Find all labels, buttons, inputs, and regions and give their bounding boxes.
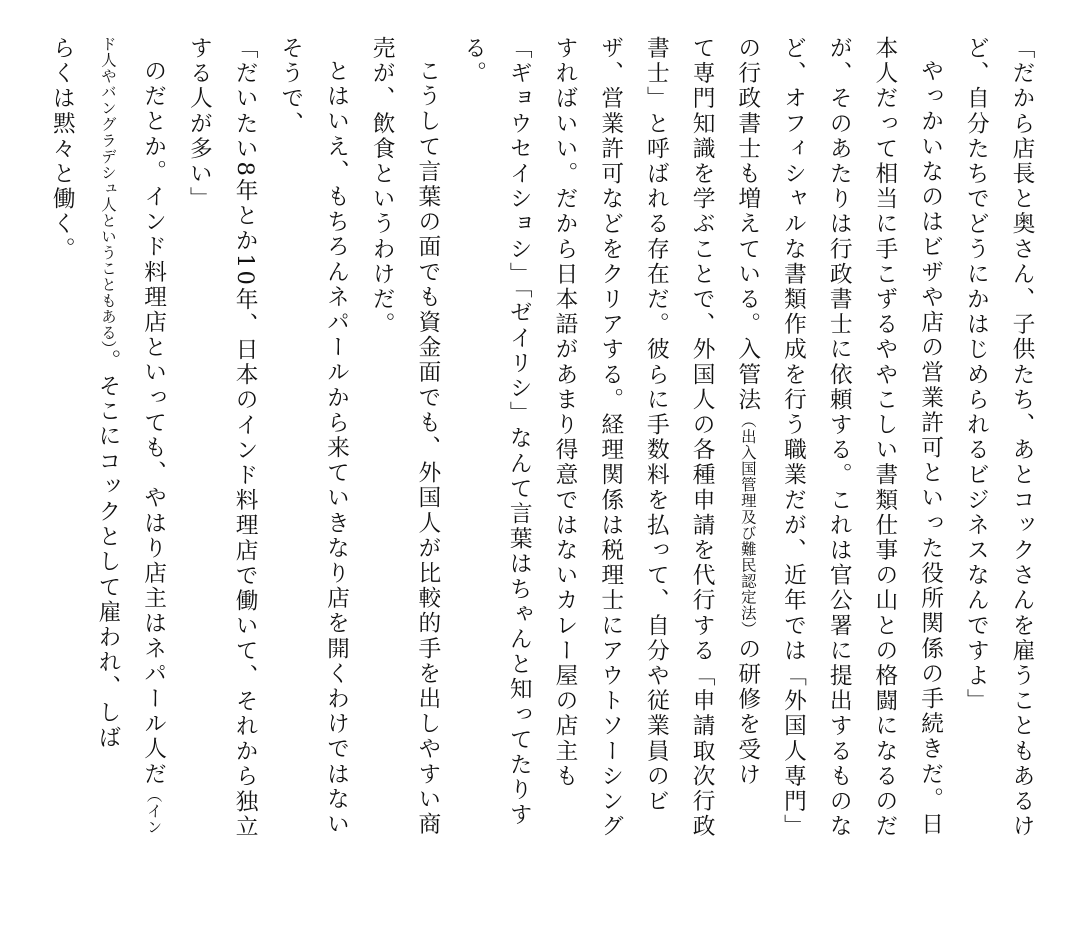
paragraph-text: とはいえ、もちろんネパールから来ていきなり店を開くわけではない そうで、 [277, 36, 350, 837]
paragraph [358, 36, 449, 926]
paragraph [176, 36, 267, 926]
paragraph-text: こうして言葉の面でも資金面でも、外国人が比較的手を出しやすい商 売が、飲食というわけだ。 [369, 36, 441, 837]
paragraph [39, 36, 176, 926]
vertical-text-body [39, 36, 1044, 926]
paragraph-text: 「だいたい8年とか10年、日本のインド料理店で働いて、それから独立 する人が多い」 [186, 36, 259, 840]
paragraph-text: 「だから店長と奥さん、子供たち、あとコックさんを雇うこともあるけ ど、自分たちでどうにかはじめられるビジネスなんですよ」 [963, 36, 1035, 840]
paragraph-text: の研修を受け て専門知識を学ぶことで、外国人の各種申請を代行する「申請取次行政 書士」と呼ばれる存在だ。彼らに手数料を払って、自分や従業員のビ ザ、営業許可などをクリアする。経理関係は税理士にアウトソーシング すればいい。だから日本語があまり得意ではないカレー屋の店主も 「ギョウセイショシ」「ゼイリシ」なんて言葉はちゃんと知ってたりす る。 [460, 36, 761, 840]
paragraph-text: 。そこにコックとして雇われ、しば らくは黙々と働く。 [49, 36, 121, 751]
paragraph-text: やっかいなのはビザや店の営業許可といった役所関係の手続きだ。日 本人だって相当に手こずるややこしい書類仕事の山との格闘になるのだ が、そのあたりは行政書士に依頼する。これは官公署に提出するものな ど、オフィシャルな書類作成を行う職業だが、近年では「外国人専門」 の行政書士も増えている。入管法 [734, 36, 944, 840]
paragraph [450, 36, 953, 926]
paragraph [953, 36, 1044, 926]
parenthetical-note: （イン ド人やバングラデシュ人ということもある） [98, 36, 163, 835]
parenthetical-note: （出入国管理及び難民認定法） [738, 412, 757, 637]
paragraph-text: のだとか。インド料理店といっても、やはり店主はネパール人だ [140, 58, 167, 787]
paragraph [267, 36, 358, 926]
